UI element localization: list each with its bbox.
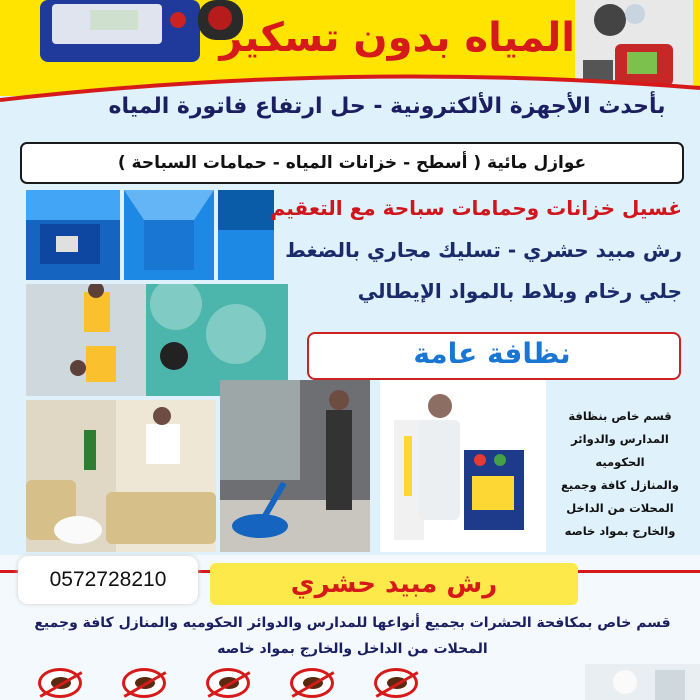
service-marble-polishing: جلي رخام وبلاط بالمواد الإيطالي xyxy=(357,279,682,303)
floor-scrubbing-photo xyxy=(220,380,370,552)
no-pest-icon xyxy=(38,668,82,698)
tank-photo-2 xyxy=(124,190,214,280)
phone-number[interactable]: 0572728210 xyxy=(49,568,167,591)
no-pest-icon xyxy=(206,668,250,698)
janitor-cart-photo xyxy=(380,380,546,552)
pest-control-title: رش مبيد حشري xyxy=(290,569,498,599)
no-pest-icon xyxy=(290,668,334,698)
waterproofing-box: عوازل مائية ( أسطح - خزانات المياه - حمامات السباحة ) xyxy=(20,142,684,184)
cleaning-division-text: قسم خاص بنظافة المدارس والدوائر الحكوميه والمنازل كافة وجميع المحلات من الداخل والخارج بمواد خاصه xyxy=(561,409,679,538)
pest-control-description: قسم خاص بمكافحة الحشرات بجميع أنواعها للمدارس والدوائر الحكوميه والمنازل كافة وجميع المحلات من الداخل والخارج بمواد خاصه xyxy=(34,615,671,657)
service-pest-drain: رش مبيد حشري - تسليك مجاري بالضغط xyxy=(285,238,682,262)
service-tank-washing: غسيل خزانات وحمامات سباحة مع التعقيم xyxy=(270,196,682,220)
general-cleaning-label: نظافة عامة xyxy=(413,337,571,370)
pest-icons-row xyxy=(30,666,570,700)
main-title: المياه بدون تسكير xyxy=(219,15,575,61)
tank-photo-1 xyxy=(26,190,120,280)
subtitle: بأحدث الأجهزة الألكترونية - حل ارتفاع فاتورة المياه xyxy=(108,94,666,119)
pest-spray-photo xyxy=(585,664,700,700)
no-pest-icon xyxy=(374,668,418,698)
no-pest-icon xyxy=(122,668,166,698)
sofa-cleaning-photo xyxy=(26,400,216,552)
